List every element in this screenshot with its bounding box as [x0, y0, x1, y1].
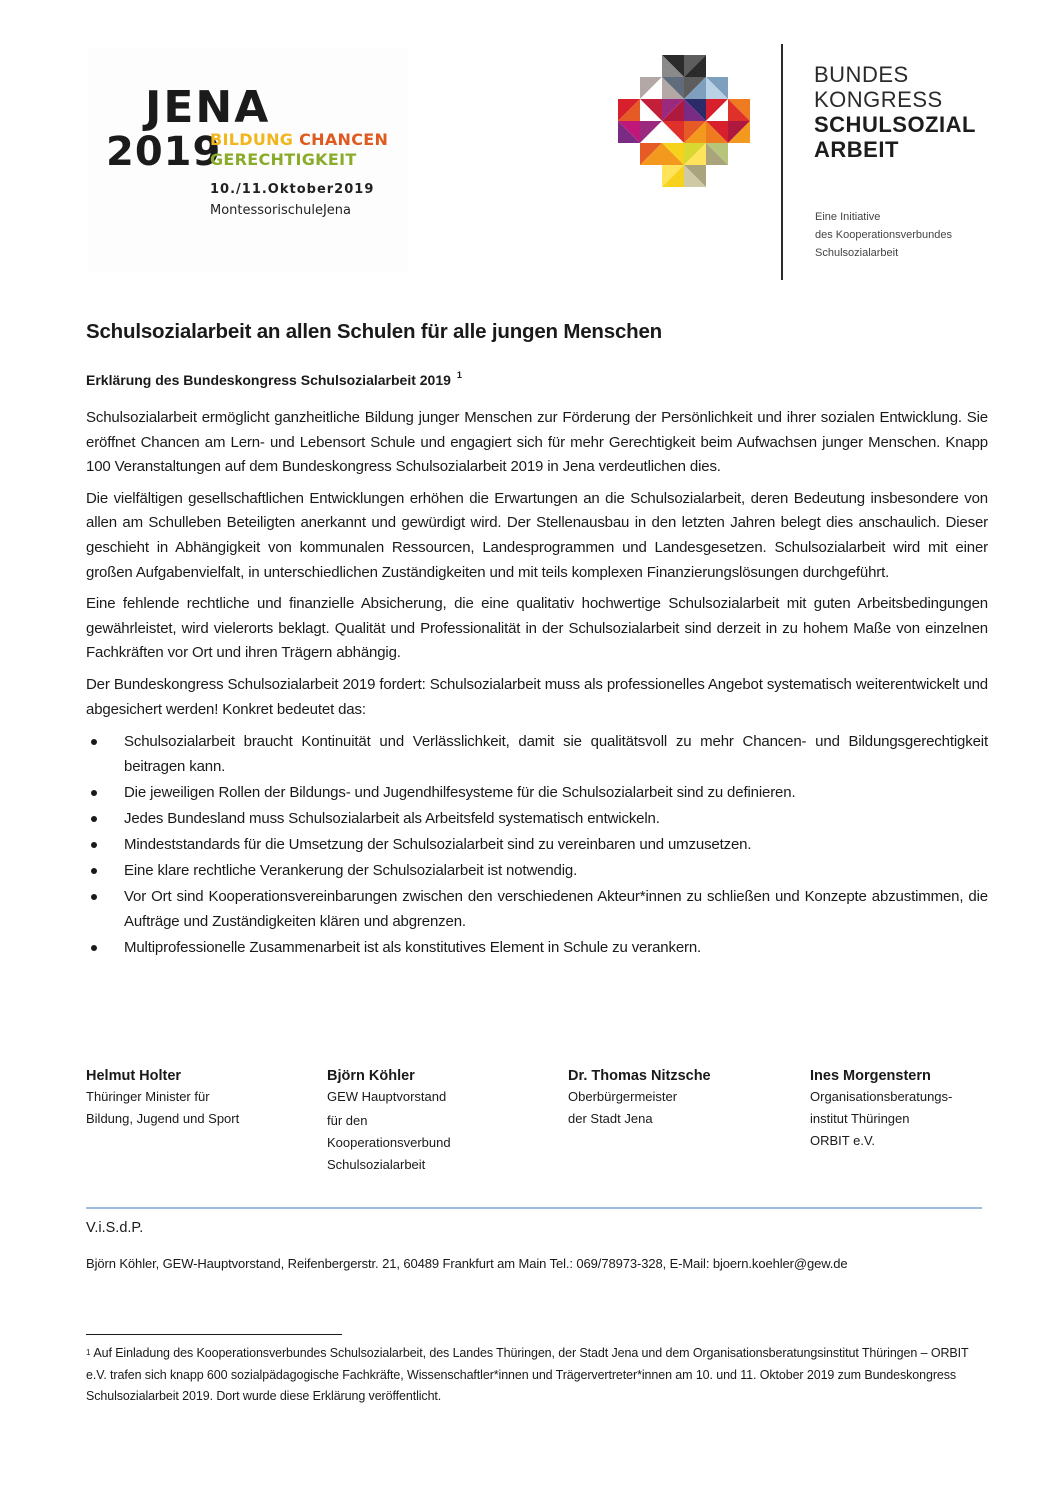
demand-text: Schulsozialarbeit braucht Kontinuität und Verlässlichkeit, damit sie qualitätsvoll zu mehr Chancen- und Bildungsgerechtigkeit beitragen kann. [124, 733, 988, 775]
signatory-name: Helmut Holter [86, 1068, 182, 1084]
demand-item [86, 885, 988, 934]
bullet-icon [91, 790, 97, 796]
signatory-role: Oberbürgermeister [568, 1089, 678, 1104]
signatory-name: Dr. Thomas Nitzsche [568, 1068, 711, 1084]
signatory-holter [86, 1066, 316, 1130]
signatory-role: GEW Hauptvorstand [327, 1089, 447, 1104]
logo-tagline-line1 [210, 132, 388, 148]
signatory-role: Thüringer Minister für [86, 1089, 210, 1104]
logo-date: 10./11.Oktober2019 [210, 182, 375, 197]
signatory-role: der Stadt Jena [568, 1111, 653, 1126]
demand-item [86, 807, 988, 832]
footnote-separator [86, 1334, 342, 1335]
demand-text: Vor Ort sind Kooperationsvereinbarungen zwischen den verschiedenen Akteur*innen zu schließen und Konzepte abzustimmen, die Aufträge und Zuständigkeiten klären und abgrenzen. [124, 888, 988, 930]
bullet-icon [91, 816, 97, 822]
demand-item [86, 781, 988, 806]
paragraph: Der Bundeskongress Schulsozialarbeit 2019 fordert: Schulsozialarbeit muss als professionelles Angebot systematisch weiterentwickelt und abgesichert werden! Konkret bedeutet das: [86, 675, 988, 718]
paragraph: Die vielfältigen gesellschaftlichen Entwicklungen erhöhen die Erwartungen an die Schulsozialarbeit, deren Bedeutung insbesondere von allen am Schulleben Beteiligten anerkannt und gewürdigt wird. Der Stellenausbau in den letzten Jahren belegt dies anschaulich. Dieser geschieht in Abhängigkeit von kommunalen Ressourcen, Landesprogrammen und Landesgesetzen. Schulsozialarbeit wird mit einer großen Aufgabenvielfalt, in unterschiedlichen Zuständigkeiten und mit teils komplexen Finanzierungslösungen durchgeführt. [86, 489, 988, 581]
demand-text: Die jeweiligen Rollen der Bildungs- und Jugendhilfesysteme für die Schulsozialarbeit sind zu definieren. [124, 783, 796, 801]
signatory-role: für den [327, 1113, 368, 1128]
demand-text: Multiprofessionelle Zusammenarbeit ist als konstitutives Element in Schule zu verankern. [124, 938, 702, 956]
imprint-contact: Björn Köhler, GEW-Hauptvorstand, Reifenbergerstr. 21, 60489 Frankfurt am Main Tel.: 069/78973-328, E-Mail: bjoern.koehler@gew.de [86, 1256, 848, 1271]
bullet-icon [91, 739, 97, 745]
bk-title-line-3: SCHULSOZIAL [814, 112, 976, 137]
jena-2019-logo [88, 48, 408, 273]
signatory-role: Kooperationsverbund [327, 1135, 451, 1150]
footnote-marker: 1 [86, 1348, 91, 1357]
bk-sub-line-2: des Kooperationsverbundes [815, 229, 952, 241]
logo-tagline-bildung: BILDUNG [210, 130, 294, 149]
demand-text: Jedes Bundesland muss Schulsozialarbeit als Arbeitsfeld systematisch entwickeln. [124, 809, 660, 827]
signatory-name: Ines Morgenstern [810, 1068, 931, 1084]
imprint-label: V.i.S.d.P. [86, 1220, 144, 1236]
bundeskongress-title [814, 62, 976, 162]
footnote-text: Auf Einladung des Kooperationsverbundes Schulsozialarbeit, des Landes Thüringen, der Stadt Jena und dem Organisationsberatungsinstitut Thüringen – ORBIT e.V. trafen sich knapp 600 sozialpädagogische Fachkräfte, Wissenschaftler*innen und Trägervertreter*innen am 10. und 11. Oktober 2019 zum Bundeskongress Schulsozialarbeit 2019. Dort wurde diese Erklärung veröffentlicht. [86, 1346, 969, 1403]
subtitle-text: Erklärung des Bundeskongress Schulsozialarbeit 2019 [86, 372, 451, 388]
document-body [86, 320, 988, 962]
demand-text: Mindeststandards für die Umsetzung der Schulsozialarbeit sind zu vereinbaren und umzusetzen. [124, 836, 752, 853]
logo-tagline-chancen: CHANCEN [299, 130, 389, 149]
signatory-role: Schulsozialarbeit [327, 1157, 426, 1172]
signatory-morgenstern [810, 1066, 1040, 1152]
signatory-role: institut Thüringen [810, 1111, 910, 1126]
demand-text: Eine klare rechtliche Verankerung der Schulsozialarbeit ist notwendig. [124, 862, 578, 880]
bk-sub-line-3: Schulsozialarbeit [815, 247, 899, 259]
bundeskongress-mosaic-logo-icon [618, 55, 750, 187]
logo-venue: MontessorischuleJena [210, 203, 352, 218]
demands-list [86, 730, 988, 960]
demand-item [86, 730, 988, 779]
demand-item [86, 833, 988, 858]
demand-item [86, 859, 988, 884]
document-title: Schulsozialarbeit an allen Schulen für alle jungen Menschen [86, 320, 663, 343]
logo-year: 2019 [106, 129, 222, 175]
document-subtitle [86, 372, 988, 388]
bullet-icon [91, 868, 97, 874]
bundeskongress-subtitle [815, 208, 952, 262]
bk-title-line-4: ARBEIT [814, 137, 899, 162]
bk-title-line-2: KONGRESS [814, 87, 943, 112]
footnote [86, 1343, 986, 1408]
signatory-koehler [327, 1066, 557, 1176]
bullet-icon [91, 945, 97, 951]
paragraph: Eine fehlende rechtliche und finanzielle Absicherung, die eine qualitativ hochwertige Schulsozialarbeit mit guten Arbeitsbedingungen gewährleistet, wird vielerorts beklagt. Qualität und Professionalität in der Schulsozialarbeit sind derzeit in zu hohem Maße von einzelnen Fachkräften vor Ort und ihren Trägern abhängig. [86, 595, 988, 662]
demand-item [86, 936, 988, 961]
bk-title-line-1: BUNDES [814, 62, 909, 87]
signatory-role: ORBIT e.V. [810, 1133, 876, 1148]
bullet-icon [91, 894, 97, 900]
header-vertical-divider [781, 44, 783, 280]
bk-sub-line-1: Eine Initiative [815, 211, 881, 223]
signatory-role: Bildung, Jugend und Sport [86, 1111, 240, 1126]
bullet-icon [91, 842, 97, 848]
footnote-reference[interactable]: 1 [456, 370, 462, 380]
imprint-divider [86, 1207, 982, 1209]
signatory-role: Organisationsberatungs- [810, 1089, 953, 1104]
signatory-name: Björn Köhler [327, 1068, 415, 1084]
logo-city: JENA [145, 82, 271, 133]
paragraph: Schulsozialarbeit ermöglicht ganzheitliche Bildung junger Menschen zur Förderung der Persönlichkeit und ihrer sozialen Entwicklung. Sie eröffnet Chancen am Lern- und Lebensort Schule und engagiert sich für mehr Gerechtigkeit beim Aufwachsen junger Menschen. Knapp 100 Veranstaltungen auf dem Bundeskongress Schulsozialarbeit 2019 in Jena verdeutlichen dies. [86, 409, 988, 476]
signatory-nitzsche [568, 1066, 798, 1130]
signatories [86, 1066, 988, 1186]
logo-tagline-gerechtigkeit: GERECHTIGKEIT [210, 150, 357, 169]
